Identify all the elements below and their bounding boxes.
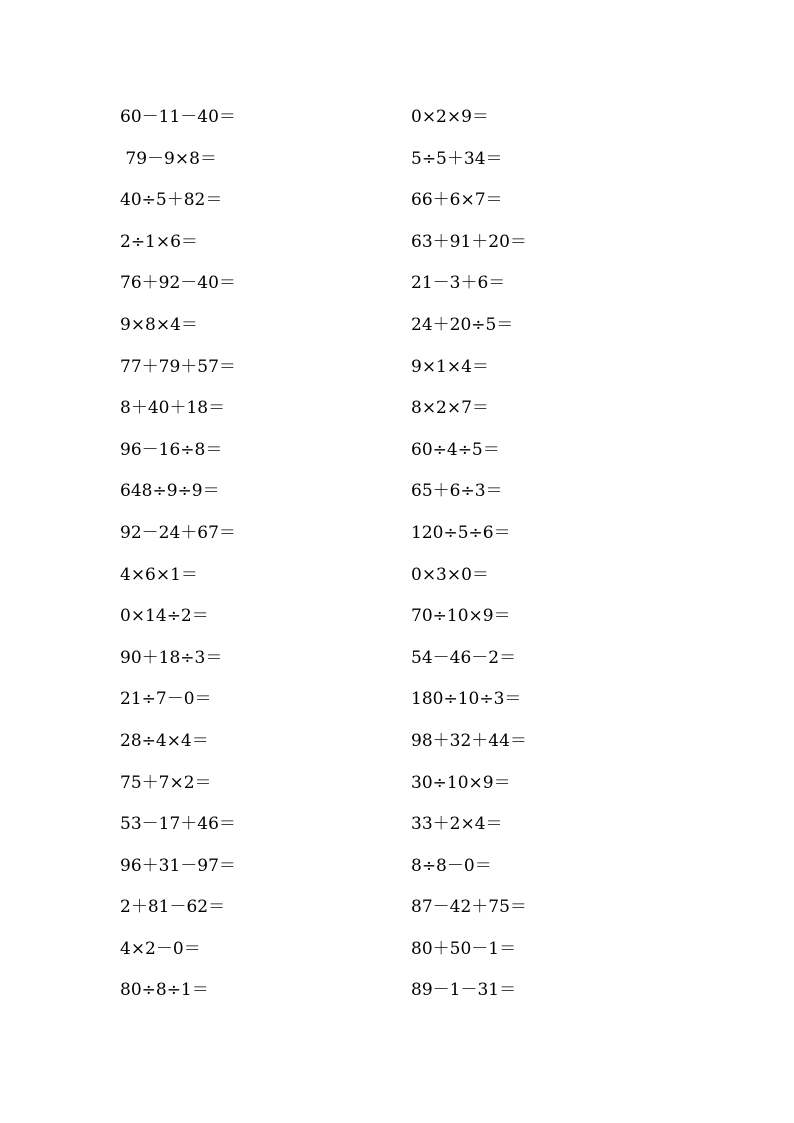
problem-item: 648÷9÷9＝ bbox=[120, 481, 220, 502]
problem-item: 92－24＋67＝ bbox=[120, 522, 236, 543]
problem-item: 63＋91＋20＝ bbox=[411, 231, 527, 252]
problem-item: 87－42＋75＝ bbox=[411, 897, 527, 918]
problem-item: 4×6×1＝ bbox=[120, 564, 198, 585]
problem-item: 21－3＋6＝ bbox=[411, 273, 506, 294]
problem-item: 4×2－0＝ bbox=[120, 938, 201, 959]
problem-item: 80＋50－1＝ bbox=[411, 938, 517, 959]
problem-item: 80÷8÷1＝ bbox=[120, 980, 209, 1001]
problem-item: 28÷4×4＝ bbox=[120, 730, 209, 751]
problem-item: 2÷1×6＝ bbox=[120, 231, 198, 252]
problem-item: 70÷10×9＝ bbox=[411, 606, 511, 627]
left-problem-column bbox=[120, 104, 236, 1019]
problem-item: 24＋20÷5＝ bbox=[411, 314, 514, 335]
problem-item: 65＋6÷3＝ bbox=[411, 481, 503, 502]
problem-item: 96＋31－97＝ bbox=[120, 855, 236, 876]
problem-item: 77＋79＋57＝ bbox=[120, 356, 236, 377]
problem-item: 9×1×4＝ bbox=[411, 356, 489, 377]
problem-item: 9×8×4＝ bbox=[120, 314, 198, 335]
problem-item: 8＋40＋18＝ bbox=[120, 398, 226, 419]
right-problem-column bbox=[411, 104, 527, 1019]
problem-item: 53－17＋46＝ bbox=[120, 814, 236, 835]
problem-item: 30÷10×9＝ bbox=[411, 772, 511, 793]
problem-item: 54－46－2＝ bbox=[411, 647, 517, 668]
problem-item: 96－16÷8＝ bbox=[120, 439, 223, 460]
problem-item: 89－1－31＝ bbox=[411, 980, 517, 1001]
problem-item: 0×2×9＝ bbox=[411, 107, 489, 127]
problem-item: 2＋81－62＝ bbox=[120, 897, 226, 918]
problem-item: 0×3×0＝ bbox=[411, 564, 489, 585]
problem-item: 40÷5＋82＝ bbox=[120, 190, 223, 211]
problem-item: 76＋92－40＝ bbox=[120, 273, 236, 294]
problem-item: 180÷10÷3＝ bbox=[411, 689, 522, 710]
problem-item: 33＋2×4＝ bbox=[411, 814, 503, 835]
problem-item: 0×14÷2＝ bbox=[120, 606, 209, 627]
problem-item: 60－11－40＝ bbox=[120, 107, 236, 127]
problem-item: 8×2×7＝ bbox=[411, 398, 489, 419]
problem-item: 90＋18÷3＝ bbox=[120, 647, 223, 668]
problem-item: 60÷4÷5＝ bbox=[411, 439, 500, 460]
problem-item: 5÷5＋34＝ bbox=[411, 148, 503, 169]
problem-item: 8÷8－0＝ bbox=[411, 855, 492, 876]
problem-item: 75＋7×2＝ bbox=[120, 772, 212, 793]
problem-item: 66＋6×7＝ bbox=[411, 190, 503, 211]
problem-item: 98＋32＋44＝ bbox=[411, 730, 527, 751]
problem-item: 21÷7－0＝ bbox=[120, 689, 212, 710]
problem-item: 120÷5÷6＝ bbox=[411, 522, 511, 543]
problem-item: 79－9×8＝ bbox=[120, 148, 217, 169]
